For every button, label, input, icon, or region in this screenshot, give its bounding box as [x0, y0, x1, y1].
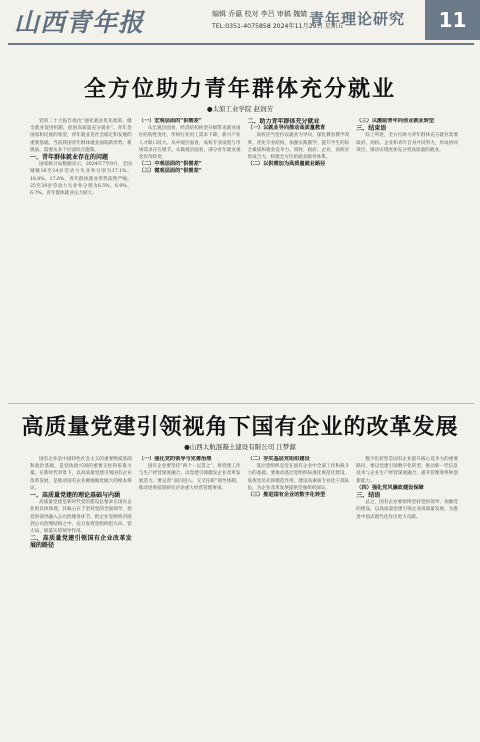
paragraph: 数字化转型是国有企业提升核心竞争力的重要路径。要以党建引领数字化转型，推动新一代信息技术与企业生产经营深度融合，提升管理效率和创新能力。 — [356, 457, 458, 484]
paragraph: 国有企业要坚持“两个一以贯之”，将党建工作与生产经营深度融合，以党建引领激发企业改革发展活力。要完善“双向进入、交叉任职”领导体制，推动党委前置研究讨论重大经营管理事项。 — [138, 464, 241, 491]
paragraph: 高校应当坚持以就业为导向，深化教育教学改革，优化专业结构，加强实践教学，提升学生的综合素质和就业竞争力。同时，政府、企业、高校应形成合力，构建全方位的就业服务体系。 — [247, 133, 350, 161]
article-divider — [8, 403, 474, 404]
article-1-column — [30, 118, 132, 398]
section-heading: 三、结束语 — [356, 125, 387, 133]
paragraph: 总之，国有企业要始终坚持党的领导、加强党的建设，以高质量党建引领企业高质量发展，为推进中国式现代化作出更大贡献。 — [356, 500, 458, 520]
section-heading: 三、结语 — [356, 492, 381, 500]
section-heading: 二、高质量党建引领国有企业改革发展的路径 — [30, 535, 132, 550]
article-2-column — [248, 456, 350, 734]
subheading: （一）以就业导向推动高质量教育 — [247, 125, 326, 132]
article-2-column — [139, 456, 241, 734]
editor-credits: 编辑 乔嬴 校对 李吕 审稿 魏婧 — [212, 10, 308, 18]
article-1-title: 全方位助力青年群体充分就业 — [83, 77, 396, 102]
subheading: （三）以激励青年向创业就业转型 — [356, 118, 435, 124]
article-2-column — [30, 456, 132, 734]
header-rule — [8, 43, 474, 45]
article-2-byline: ●山西太航混凝土建设有限公司 江梦源 — [184, 443, 296, 451]
subheading: （四）强化党风廉政建设保障 — [356, 484, 424, 491]
article-2-column — [356, 456, 458, 734]
issue-date: TEL:0351-4075858 2024年11月29日 星期五 — [212, 23, 344, 30]
section-heading: 二、助力青年群体充分就业 — [247, 118, 320, 125]
article-1-column — [139, 118, 241, 398]
subheading: （二）夯实基层党组织建设 — [247, 456, 310, 462]
subheading: （一）宏观层面的“供需差” — [138, 118, 202, 124]
article-1-column — [356, 118, 458, 398]
section-title: 青年理论研究 — [309, 10, 406, 28]
page-number: 11 — [425, 0, 480, 40]
masthead — [0, 0, 480, 44]
paragraph: 从宏观层面看，经济结构转型升级带来就业岗位结构性变化，传统行业用工需求下降，新兴产业人才缺口较大。从中观层面看，高校专业设置与市场需求存在脱节。从微观层面看，部分青年就业观念有待转变。 — [138, 126, 241, 161]
paragraph: 基层党组织是党在国有企业中全部工作和战斗力的基础。要推动基层党组织标准化规范化建设，发挥党员先锋模范作用，建设高素质专业化干部队伍，为企业改革发展提供坚强组织保证。 — [247, 464, 350, 491]
newspaper-logo: 山西青年报 — [14, 8, 145, 37]
article-1-byline: ●太原工业学院 赵润芳 — [206, 105, 274, 113]
paragraph: 国家统计局数据显示，2024年7至9月，全国城镇16至24岁劳动力失业率分别为17.1%、18.8%、17.6%，青年群体就业形势依然严峻。25至29岁劳动力失业率分别为6.5%、6.9%、6.7%。青年群体就业压力较大。 — [30, 162, 132, 197]
subheading: （三）微观层面的“供需差” — [138, 168, 202, 175]
subheading: （三）推进国有企业的数字化转型 — [247, 492, 326, 499]
section-heading: 一、高质量党建的理论基础与内涵 — [30, 492, 121, 500]
section-heading: 一、青年群体就业存在的问题 — [30, 154, 109, 162]
paragraph: 国有企业是中国特色社会主义的重要物质基础和政治基础，是党执政兴国的重要支柱和依靠力量。在新时代背景下，以高质量党建引领国有企业改革发展，是推动国有企业做强做优做大的根本保证。 — [30, 457, 132, 491]
subheading: （一）强化党的领导与完善治理 — [138, 456, 212, 462]
subheading: （二）以供需加为高质量就业路径 — [247, 161, 326, 168]
paragraph: 高质量党建是新时代党的建设总要求在国有企业的具体体现，其核心在于坚持党的全面领导，把党的领导融入公司治理各环节，把企业党组织内嵌到公司治理结构之中，充分发挥党组织把方向、管大局、保落实的领导作用。 — [30, 500, 132, 535]
article-1-body — [30, 118, 458, 398]
paragraph: 党的二十大报告指出“强化就业优先政策，健全就业促进机制，促进高质量充分就业”。青年是国家和民族的希望，青年就业是社会稳定和发展的重要基础。当前我国青年群体就业面临新形势、新挑战，需要从多个层面综合施策。 — [30, 119, 132, 153]
subheading: （二）中观层面的“供需差” — [138, 161, 202, 168]
article-2-title: 高质量党建引领视角下国有企业的改革发展 — [21, 415, 459, 440]
article-1-column — [248, 118, 350, 398]
article-2-body — [30, 456, 458, 734]
paragraph: 综上所述，全方位助力青年群体充分就业需要政府、高校、企业和青年自身共同努力，形成协同效应，推动实现更加充分更高质量的就业。 — [356, 133, 458, 153]
